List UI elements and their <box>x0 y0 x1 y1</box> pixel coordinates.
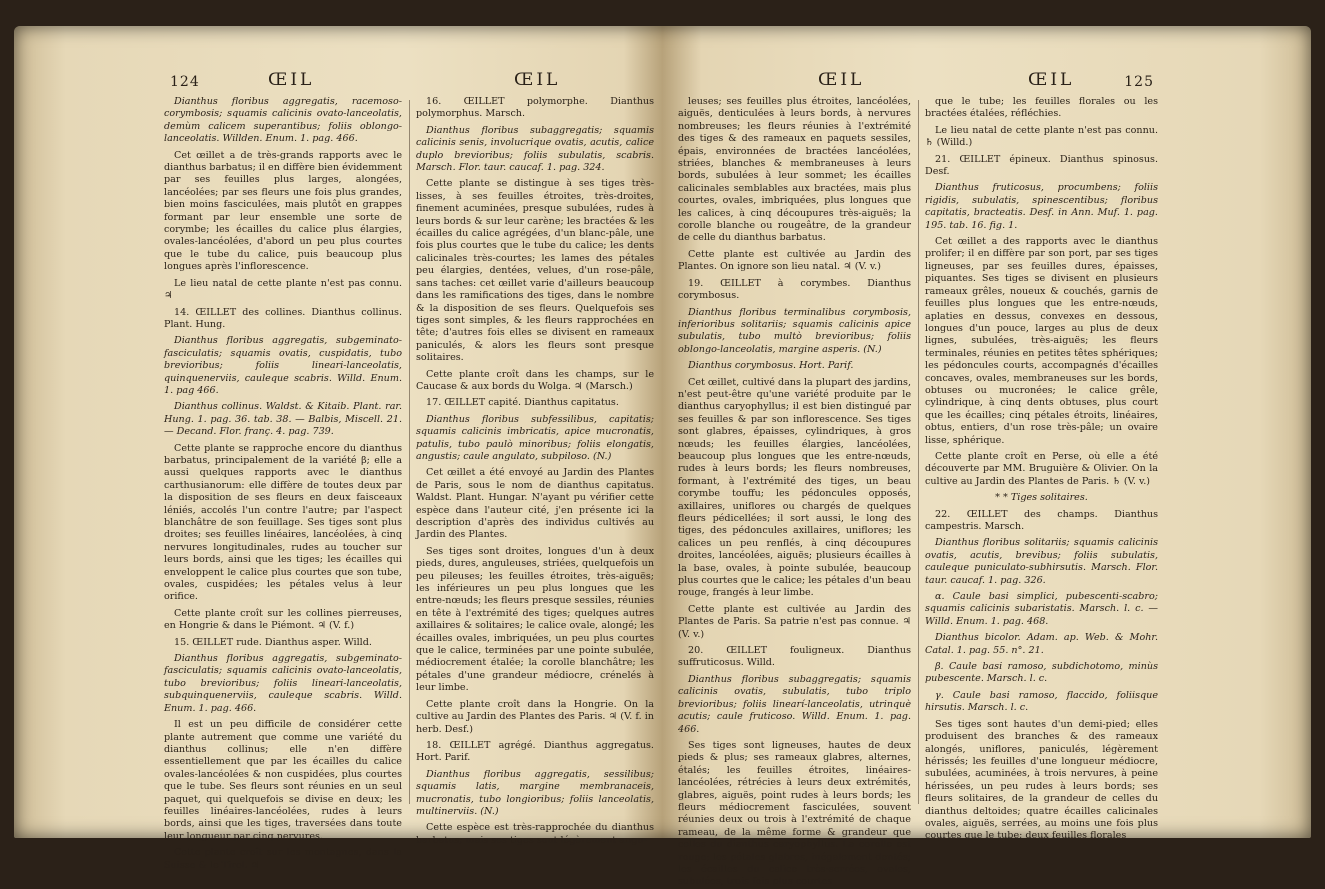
left-page-header <box>164 70 654 96</box>
left-running-title-2: ŒIL <box>514 70 561 90</box>
paragraph: Dianthus fruticosus, procumbens; foliis rigidis, subulatis, spinescentibus; floribus capitatis, bracteatis. Desf. in Ann. Muf. 1. pag. 195. tab. 16. fig. 1. <box>925 182 1158 231</box>
book-spread <box>14 26 1311 888</box>
paragraph: β. Caule basi ramoso, subdichotomo, minùs pubescente. Marsch. l. c. <box>925 661 1158 685</box>
paragraph: γ. Caule basi ramoso, flaccido, foliisque hirsutis. Marsch. l. c. <box>925 689 1158 714</box>
paragraph: α. Caule basi simplici, pubescenti-scabro; squamis calicinis subaristatis. Marsch. l. c. — Willd. Enum. 1. pag. 468. <box>925 591 1158 627</box>
paragraph: Le lieu natal de cette plante n'est pas connu. ♄ (Willd.) <box>925 124 1158 149</box>
paragraph: 14. ŒILLET des collines. Dianthus collinus. Plant. Hung. <box>164 306 402 330</box>
paragraph: Ses tiges sont hautes d'un demi-pied; elles produisent des branches & des rameaux alongés, uniflores, paniculés, légèrement hérissés; les feuilles d'une longueur médiocre, subulées, acuminées, à trois nervures, à peine hérissées, un peu rudes à leurs bords; ses fleurs solitaires, de la grandeur de celles du dianthus deltoides; quatre écailles calicinales ovales, aiguës, serrées, au moins une fois plus courtes que le tube; deux feuilles florales <box>925 718 1158 842</box>
right-running-title-1: ŒIL <box>818 70 865 90</box>
paragraph: 20. ŒILLET fouligneux. Dianthus suffruticosus. Willd. <box>678 645 911 669</box>
right-page <box>678 70 1158 888</box>
left-running-title-1: ŒIL <box>268 70 315 90</box>
paragraph: Dianthus floribus subfessilibus, capitatis; squamis calicinis imbricatis, apice mucronatis, patulis, tubo paulò minoribus; foliis elongatis, angustis; caule angulato, subpiloso. (N.) <box>416 413 654 462</box>
right-running-title-2: ŒIL <box>1028 70 1075 90</box>
right-column-2 <box>925 96 1158 856</box>
left-column-1 <box>164 96 402 871</box>
paragraph: Ses tiges sont droites, longues d'un à deux pieds, dures, anguleuses, striées, quelquefois un peu pileuses; les feuilles étroites, très-aiguës; les inférieures un peu plus longues que les entre-nœuds; les fleurs presque sessiles, réunies en tête à l'extrémité des tiges; quelques autres axillaires & solitaires; le calice ovale, alongé; les écailles ovales, imbriquées, un peu plus courtes que le calice, terminées par une pointe subulée, médiocrement étalée; la corolle blanchâtre; les pétales d'une grandeur médiocre, crénelés à leur limbe. <box>416 545 654 694</box>
paragraph: Dianthus floribus aggregatis, subgeminato-fasciculatis; squamis ovatis, cuspidatis, tubo brevioribus; foliis lineari-lanceolatis, quinquenerviis, cauleque scabris. Willd. Enum. 1. pag 466. <box>164 335 402 396</box>
paragraph: 15. ŒILLET rude. Dianthus asper. Willd. <box>174 636 372 648</box>
paragraph: Cet œillet, cultivé dans la plupart des jardins, n'est peut-être qu'une variété produite par le dianthus caryophyllus; il est bien distingué par ses feuilles & par son inflorescence. Ses tiges sont glabres, épaisses, cylindriques, à gros nœuds; les feuilles élargies, lancéolées, beaucoup plus longues que les entre-nœuds, rudes à leurs bords; les fleurs nombreuses, formant, à l'extrémité des tiges, un beau corymbe touffu; les pédoncules opposés, axillaires, uniflores ou chargés de quelques fleurs pédicellées; il sort aussi, le long des tiges, des pédoncules axillaires, uniflores; les calices un peu renflés, à cinq découpures droites, lancéolées, aiguës; plusieurs écailles à la base, ovales, à pointe subulée, beaucoup plus courtes que le calice; les pétales d'un beau rouge, frangés à leur limbe. <box>678 376 911 599</box>
paragraph: Cette plante croît sur les collines pierreuses, en Hongrie & dans le Piémont. ♃ (V. f.) <box>164 607 402 632</box>
left-page-number: 124 <box>170 74 200 90</box>
paragraph: Cette plante croît en Perse, où elle a été découverte par MM. Bruguière & Olivier. On la cultive au Jardin des Plantes de Paris. ♄ (V. v.) <box>925 450 1158 487</box>
paragraph: 16. ŒILLET polymorphe. Dianthus polymorphus. Marsch. <box>416 96 654 120</box>
paragraph: Cette plante se distingue à ses tiges très-lisses, à ses feuilles étroites, très-droites, finement acuminées, presque subulées, rudes à leurs bords & sur leur carène; les bractées & les écailles du calice agrégées, d'un blanc-pâle, une fois plus courtes que le tube du calice; les dents calicinales très-courtes; les lames des pétales peu élargies, dentées, velues, d'un rose-pâle, sans taches: cet œillet varie d'ailleurs beaucoup dans les ramifications des tiges, dans le nombre & la disposition de ses fleurs. Quelquefois ses tiges sont simples, & les fleurs rapprochées en tête; d'autres fois elles se divisent en rameaux paniculés, & alors les fleurs sont presque solitaires. <box>416 178 654 364</box>
right-page-number: 125 <box>1124 74 1154 90</box>
paragraph: que le tube; les feuilles florales ou les bractées étalées, réfléchies. <box>925 96 1158 120</box>
paragraph: Dianthus floribus aggregatis, racemoso-corymbosis; squamis calicinis ovato-lanceolatis, demùm calicem superantibus; foliis oblongo-lanceolatis. Willden. Enum. 1. pag. 466. <box>164 96 402 145</box>
paragraph: Dianthus floribus subaggregatis; squamis calicinis ovatis, subulatis, tubo triplo brevioribus; foliis linearí-lanceolatis, utrinquè acutis; caule fruticoso. Willd. Enum. 1. pag. 466. <box>678 673 911 735</box>
paragraph: Dianthus collinus. Waldst. & Kitaib. Plant. rar. Hung. 1. pag. 36. tab. 38. — Balbis, Miscell. 21. — Decand. Flor. franç. 4. pag. 739. <box>164 401 402 438</box>
paragraph: Dianthus floribus aggregatis, sessilibus; squamis latis, margine membranaceis, mucronatis, tubo longioribus; foliis lanceolatis, multinerviis. (N.) <box>416 768 654 817</box>
right-page-header <box>678 70 1158 96</box>
paragraph: leuses; ses feuilles plus étroites, lancéolées, aiguës, denticulées à leurs bords, à nervures nombreuses; les fleurs réunies à l'extrémité des tiges & des rameaux en paquets sessiles, épais, environnées de bractées lancéolées, striées, blanches & membraneuses à leurs bords, subulées à leur sommet; les écailles calicinales semblables aux bractées, mais plus courtes, ovales, imbriquées, plus longues que les calices, à cinq découpures très-aiguës; la corolle blanche ou rougeâtre, de la grandeur de celle du dianthus barbatus. <box>678 96 911 244</box>
paragraph: Dianthus corymbosus. Hort. Parif. <box>688 360 854 372</box>
paragraph: Cette plante se rapproche encore du dianthus barbatus, principalement de la variété β; elle a aussi quelques rapports avec le dianthus carthusianorum: elle diffère de toutes deux par la disposition de ses fleurs en deux faisceaux léniés, accolés l'un contre l'autre; par l'aspect blanchâtre de son feuillage. Ses tiges sont plus droites; ses feuilles linéaires, lancéolées, à cinq nervures longitudinales, rudes au toucher sur leurs bords, ainsi que les tiges; les écailles qui enveloppent le calice plus courtes que son tube, ovales, cuspidées; les pétales velus à leur orifice. <box>164 442 402 603</box>
paragraph: Cette plante est cultivée au Jardin des Plantes. On ignore son lieu natal. ♃ (V. v.) <box>678 248 911 273</box>
paragraph: Il est un peu difficile de considérer cette plante autrement que comme une variété du dianthus collinus; elle n'en diffère essentiellement que par les écailles du calice ovales-lancéolées & non cuspidées, plus courtes que le tube. Ses fleurs sont réunies en un seul paquet, qui quelquefois se divise en deux; les feuilles linéaires-lancéolées, rudes à leurs bords, ainsi que les tiges, traversées dans toute leur longueur par cinq nervures. <box>164 719 402 842</box>
paragraph: * * Tiges solitaires. <box>995 492 1088 504</box>
paragraph: 21. ŒILLET épineux. Dianthus spinosus. Desf. <box>925 153 1158 178</box>
paragraph: Cette plante croît sur les montagnes, dans la Suisse & le Tirol. ♃ <box>164 847 402 871</box>
paragraph: 19. ŒILLET à corymbes. Dianthus corymbosus. <box>678 277 911 302</box>
paragraph: Cette espèce est très-rapprochée du dianthus barbatus; mais ses tiges sont légèrement angu- <box>416 822 654 846</box>
paragraph: Dianthus bicolor. Adam. ap. Web. & Mohr. Catal. 1. pag. 55. n°. 21. <box>925 632 1158 656</box>
paragraph: Dianthus floribus solitariis; squamis calicinis ovatis, acutis, brevibus; foliis subulatis, cauleque puniculato-subhirsutis. Marsch. Flor. taur. caucaf. 1. pag. 326. <box>925 537 1158 586</box>
paragraph: Dianthus floribus subaggregatis; squamis calicinis senis, involucrique ovatis, acutis, calice duplo brevioribus; foliis subulatis, scabris. Marsch. Flor. taur. caucaf. 1. pag. 324. <box>416 124 654 174</box>
paragraph: Cette plante croît dans les champs, sur le Caucase & aux bords du Wolga. ♃ (Marsch.) <box>416 368 654 392</box>
left-page <box>164 70 654 871</box>
paragraph: Le lieu natal de cette plante n'est pas connu. ♃ <box>164 277 402 302</box>
paragraph: 18. ŒILLET agrégé. Dianthus aggregatus. Hort. Parif. <box>416 739 654 764</box>
paragraph: Cet œillet a de très-grands rapports avec le dianthus barbatus; il en diffère bien évidemment par ses feuilles plus larges, alongées, lancéolées; par ses fleurs une fois plus grandes, bien moins fasciculées, mais plutôt en grappes formant par leur ensemble une sorte de corymbe; les écailles du calice plus élargies, ovales-lancéolées, d'abord un peu plus courtes que le tube du calice, puis beaucoup plus longues après l'inflorescence. <box>164 149 402 273</box>
paragraph: Cet œillet a des rapports avec le dianthus prolifer; il en diffère par son port, par ses tiges ligneuses, par ses feuilles dures, épaisses, piquantes. Ses tiges se divisent en plusieurs rameaux grêles, noueux & couchés, garnis de feuilles plus longues que les entre-nœuds, aplaties en dessus, convexes en dessous, longues d'un pouce, larges au plus de deux lignes, subulées, très-aiguës; les fleurs terminales, réunies en petites têtes sphériques; les pédoncules courts, accompagnés d'écailles concaves, ovales, membraneuses sur les bords, obtuses ou mucronées; le calice grêle, cylindrique, à cinq dents obtuses, plus court que les écailles; cinq pétales étroits, linéaires, obtus, entiers, d'un rose très-pâle; un ovaire lisse, sphérique. <box>925 236 1158 446</box>
right-column-1 <box>678 96 911 888</box>
paragraph: Dianthus floribus terminalibus corymbosis, inferioribus solitariis; squamis calicinis apice subulatis, tubo multò brevioribus; foliis oblongo-lanceolatis, margine asperis. (N.) <box>678 306 911 355</box>
paragraph: Cette plante croît dans la Hongrie. On la cultive au Jardin des Plantes des Paris. ♃ (V. f. in herb. Desf.) <box>416 698 654 735</box>
paragraph: 22. ŒILLET des champs. Dianthus campestris. Marsch. <box>925 508 1158 532</box>
right-column-rule <box>918 100 919 804</box>
left-column-2 <box>416 96 654 856</box>
paragraph: Ses tiges sont ligneuses, hautes de deux pieds & plus; ses rameaux glabres, alternes, étalés; les feuilles étroites, linéaires-lancéolées, rétrécies à leurs deux extrémités, glabres, aiguës, point rudes à leurs bords; les fleurs médiocrement fasciculées, souvent réunies deux ou trois à l'extrémité de chaque rameau, de la même forme & grandeur que celles du dianthus caryophyllus. La corolle est rouge; les pétales glabres, inégalement dentés; les écailles du calice très-serrées, ovales, subulées, trois fois plus courtes <box>678 739 911 888</box>
paragraph: Cet œillet a été envoyé au Jardin des Plantes de Paris, sous le nom de dianthus capitatus. Waldst. Plant. Hungar. N'ayant pu vérifier cette espèce dans l'auteur cité, j'en présente ici la description d'après des individus cultivés au Jardin des Plantes. <box>416 467 654 541</box>
paragraph: 17. ŒILLET capité. Dianthus capitatus. <box>426 397 619 409</box>
left-column-rule <box>409 100 410 804</box>
paragraph: Cette plante est cultivée au Jardin des Plantes de Paris. Sa patrie n'est pas connue. ♃ (V. v.) <box>678 603 911 640</box>
paragraph: Dianthus floribus aggregatis, subgeminato-fasciculatis; squamis calicinis ovato-lanceolatis, tubo brevioribus; foliis lineari-lanceolatis, subquinquenerviis, cauleque scabris. Willd. Enum. 1. pag. 466. <box>164 653 402 714</box>
